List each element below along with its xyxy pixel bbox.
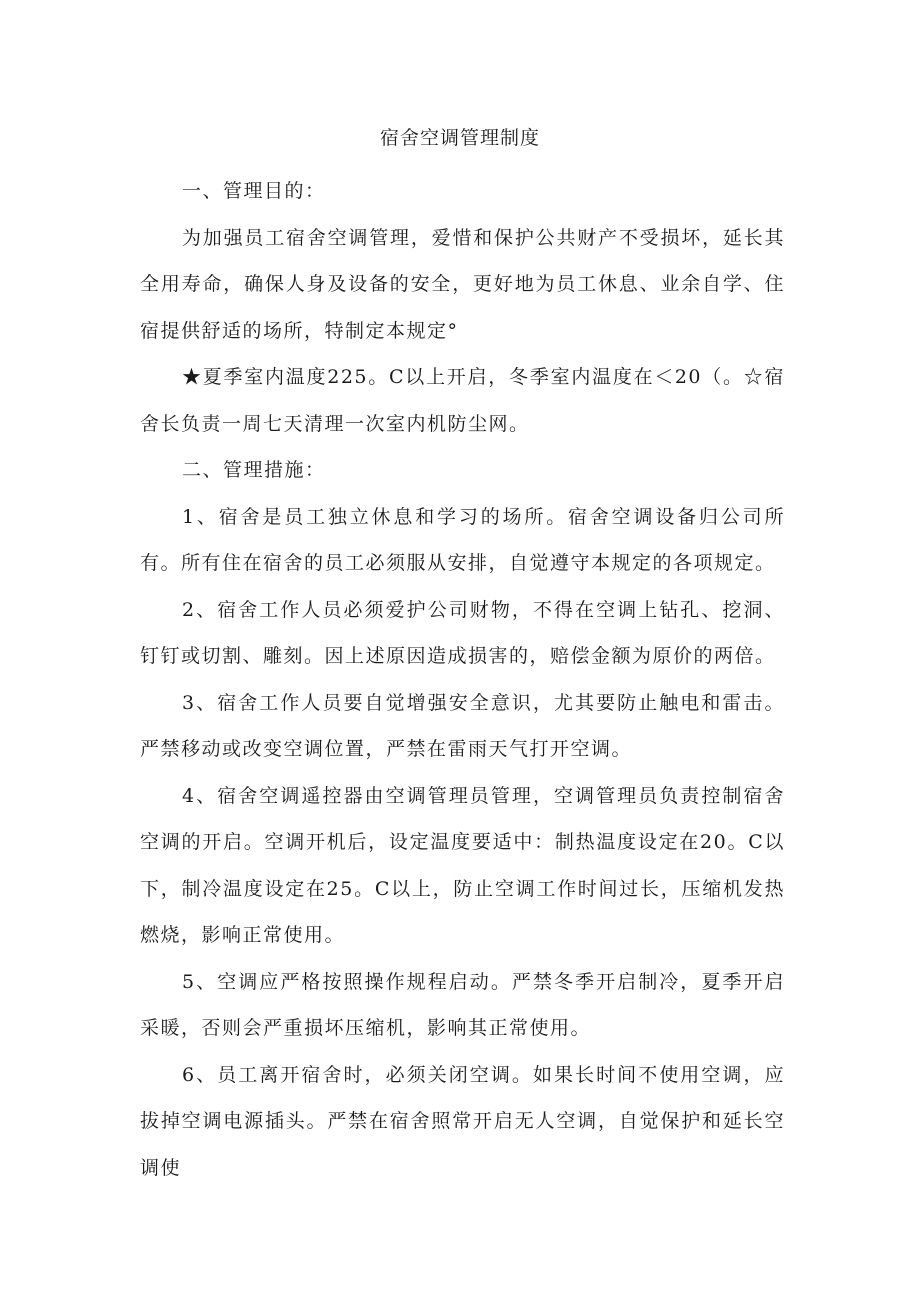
measure-item-3: 3、宿舍工作人员要自觉增强安全意识，尤其要防止触电和雷击。严禁移动或改变空调位置，严禁在雷雨天气打开空调。 xyxy=(140,691,785,760)
measure-item-4: 4、宿舍空调遥控器由空调管理员管理，空调管理员负责控制宿舍空调的开启。空调开机后，设定温度要适中：制热温度设定在20。C以下，制冷温度设定在25。C以上，防止空调工作时间过长，压缩机发热燃烧，影响正常使用。 xyxy=(140,784,785,946)
measure-item-2: 2、宿舍工作人员必须爱护公司财物，不得在空调上钻孔、挖洞、钉钉或切割、雕刻。因上述原因造成损害的，赔偿金额为原价的两倍。 xyxy=(140,598,785,667)
section-heading-measures: 二、管理措施： xyxy=(182,459,326,481)
document-body xyxy=(140,168,785,1191)
measure-item-5: 5、空调应严格按照操作规程启动。严禁冬季开启制冷，夏季开启采暖，否则会严重损坏压缩机，影响其正常使用。 xyxy=(140,970,785,1039)
paragraph-temperature-note: ★夏季室内温度225。C以上开启，冬季室内温度在＜20（。☆宿舍长负责一周七天清理一次室内机防尘网。 xyxy=(140,366,785,435)
measure-item-6: 6、员工离开宿舍时，必须关闭空调。如果长时间不使用空调，应拔掉空调电源插头。严禁在宿舍照常开启无人空调，自觉保护和延长空调使 xyxy=(140,1063,785,1179)
paragraph-purpose: 为加强员工宿舍空调管理，爱惜和保护公共财产不受损坏，延长其全用寿命，确保人身及设备的安全，更好地为员工休息、业余自学、住宿提供舒适的场所，特制定本规定° xyxy=(140,226,785,342)
document-title: 宿舍空调管理制度 xyxy=(379,127,540,149)
section-heading-purpose: 一、管理目的： xyxy=(182,180,326,202)
measure-item-1: 1、宿舍是员工独立休息和学习的场所。宿舍空调设备归公司所有。所有住在宿舍的员工必须服从安排，自觉遵守本规定的各项规定。 xyxy=(140,505,785,574)
